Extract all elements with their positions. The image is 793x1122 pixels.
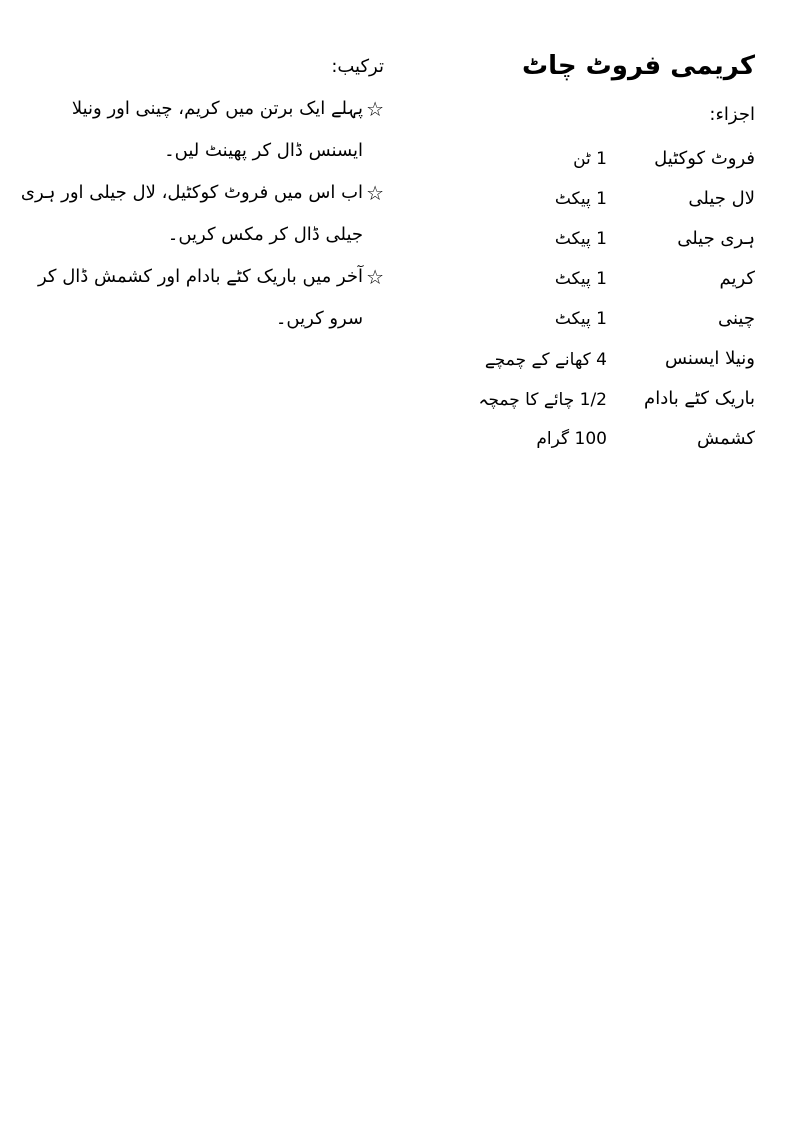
- star-bullet-icon: ☆: [366, 181, 384, 205]
- method-section: [20, 46, 384, 340]
- ingredient-quantity: 1 پیکٹ: [554, 189, 607, 209]
- ingredient-row: [453, 300, 755, 340]
- ingredient-row: [453, 380, 755, 420]
- method-step: [20, 88, 384, 172]
- method-step-text: آخر میں باریک کٹے بادام اور کشمش ڈال کر سرو کریں۔: [37, 266, 364, 329]
- method-step-text: پہلے ایک برتن میں کریم، چینی اور ونیلا ایسنس ڈال کر پھینٹ لیں۔: [71, 98, 364, 161]
- ingredients-section: [453, 46, 755, 460]
- ingredient-name: کشمش: [697, 428, 755, 449]
- ingredient-quantity: 1/2 چائے کا چمچہ: [478, 390, 607, 410]
- ingredients-heading: اجزاء:: [709, 104, 755, 125]
- ingredient-row: [453, 220, 755, 260]
- method-step: [20, 172, 384, 256]
- ingredient-quantity: 1 ٹن: [573, 149, 607, 169]
- star-bullet-icon: ☆: [366, 97, 384, 121]
- ingredient-name: ونیلا ایسنس: [664, 348, 755, 369]
- ingredient-name: کریم: [719, 268, 755, 289]
- ingredient-row: [453, 140, 755, 180]
- star-bullet-icon: ☆: [366, 265, 384, 289]
- ingredient-quantity: 100 گرام: [536, 429, 607, 449]
- ingredient-name: فروٹ کوکٹیل: [654, 148, 755, 169]
- page-title: کریمی فروٹ چاٹ: [521, 51, 755, 81]
- ingredient-name: ہری جیلی: [677, 228, 755, 249]
- ingredient-row: [453, 180, 755, 220]
- method-step: [20, 256, 384, 340]
- method-step-list: [20, 88, 384, 340]
- ingredient-list: [453, 140, 755, 460]
- method-step-text: اب اس میں فروٹ کوکٹیل، لال جیلی اور ہری جیلی ڈال کر مکس کریں۔: [20, 182, 364, 245]
- ingredient-row: [453, 420, 755, 460]
- ingredient-row: [453, 340, 755, 380]
- ingredient-name: باریک کٹے بادام: [644, 388, 755, 409]
- ingredient-quantity: 4 کھانے کے چمچے: [484, 350, 607, 370]
- ingredient-name: لال جیلی: [688, 188, 755, 209]
- ingredient-quantity: 1 پیکٹ: [554, 269, 607, 289]
- ingredient-name: چینی: [718, 308, 755, 329]
- ingredient-quantity: 1 پیکٹ: [554, 309, 607, 329]
- ingredient-quantity: 1 پیکٹ: [554, 229, 607, 249]
- method-heading: ترکیب:: [331, 56, 384, 77]
- ingredient-row: [453, 260, 755, 300]
